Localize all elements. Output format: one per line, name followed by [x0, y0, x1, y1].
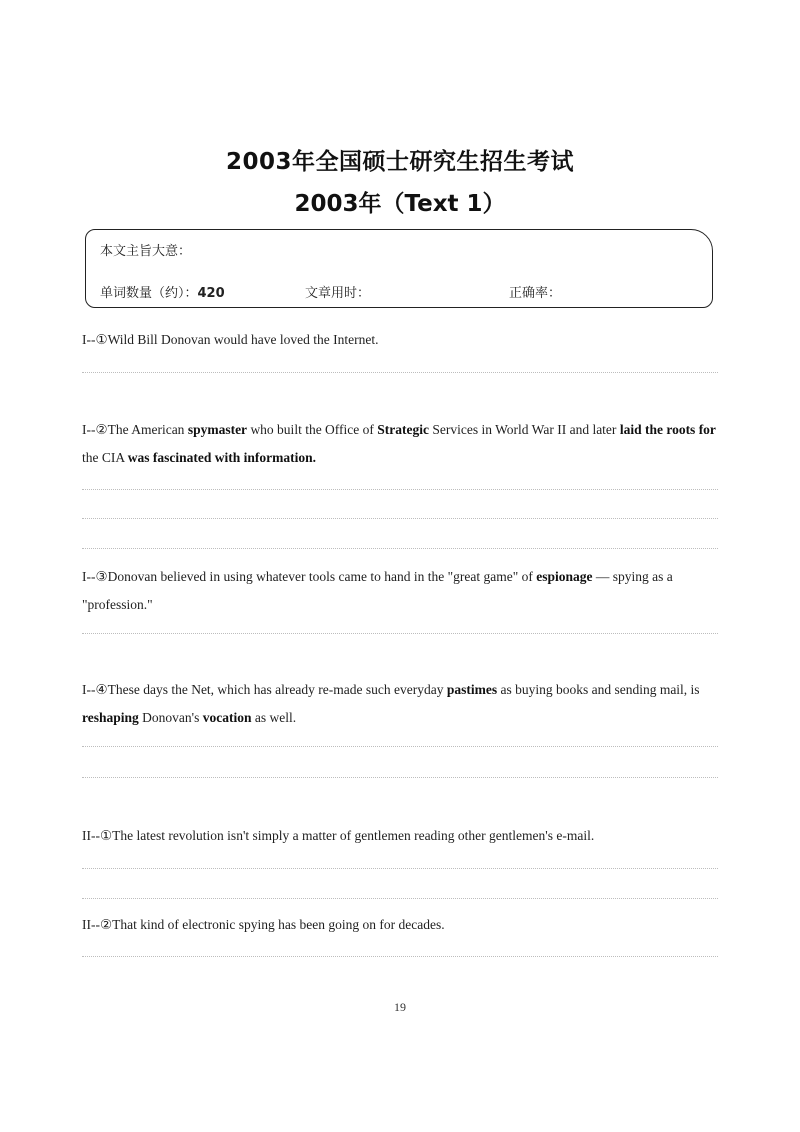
sentence: [82, 326, 722, 354]
sentence: [82, 676, 722, 732]
sentence-text: as buying books and sending mail, is: [497, 682, 700, 697]
word-count-label: 单词数量（约）：: [100, 286, 198, 301]
sentence-text: Donovan's: [138, 710, 203, 725]
sentence-id: II--①: [82, 828, 113, 843]
answer-line: [82, 548, 718, 549]
sentence-id: I--③: [82, 569, 108, 584]
answer-line: [82, 518, 718, 519]
sentence-text: — spying as a "profession.": [82, 569, 673, 612]
main-idea-label: 本文主旨大意：: [100, 244, 192, 259]
sentence-text: Donovan believed in using whatever tools came to hand in the "great game" of: [107, 569, 537, 584]
sentence: [82, 563, 722, 619]
summary-box: [85, 229, 713, 308]
sentence-id: I--①: [82, 332, 108, 347]
answer-line: [82, 489, 718, 490]
word-count: [100, 282, 225, 301]
sentence-text: Wild Bill Donovan would have loved the Internet.: [107, 332, 379, 347]
answer-line: [82, 746, 718, 747]
sentence-text: That kind of electronic spying has been going on for decades.: [112, 917, 445, 932]
sentence-text: Services in World War II and later: [429, 422, 620, 437]
page-title: 2003年全国硕士研究生招生考试: [225, 149, 574, 175]
word-count-value: 420: [197, 286, 225, 301]
sentence-text: The latest revolution isn't simply a matter of gentlemen reading other gentlemen's e-mail.: [112, 828, 595, 843]
answer-line: [82, 956, 718, 957]
bold-term: espionage: [536, 569, 593, 584]
answer-line: [82, 868, 718, 869]
bold-term: spymaster: [187, 422, 248, 437]
answer-line: [82, 777, 718, 778]
bold-term: vocation: [202, 710, 252, 725]
sentence-text: as well.: [251, 710, 297, 725]
answer-line: [82, 372, 718, 373]
bold-term: reshaping: [82, 710, 139, 725]
sentence-id: I--②: [82, 422, 108, 437]
sentence-text: the CIA: [82, 450, 128, 465]
bold-term: pastimes: [446, 682, 498, 697]
time-label: 文章用时：: [305, 286, 371, 301]
bold-term: was fascinated with information.: [127, 450, 316, 465]
sentence: [82, 416, 722, 472]
sentence-text: These days the Net, which has already re-made such everyday: [107, 682, 447, 697]
sentence-text: who built the Office of: [247, 422, 378, 437]
sentence-id: I--④: [82, 682, 108, 697]
page-subtitle: 2003年（Text 1）: [294, 191, 506, 217]
sentence: [82, 911, 722, 939]
sentence-text: The American: [107, 422, 188, 437]
answer-line: [82, 633, 718, 634]
accuracy-label: 正确率：: [509, 286, 562, 301]
sentence-id: II--②: [82, 917, 113, 932]
bold-term: laid the roots for: [619, 422, 716, 437]
page-number: 19: [394, 1000, 406, 1014]
answer-line: [82, 898, 718, 899]
sentence: [82, 822, 722, 850]
bold-term: Strategic: [377, 422, 430, 437]
